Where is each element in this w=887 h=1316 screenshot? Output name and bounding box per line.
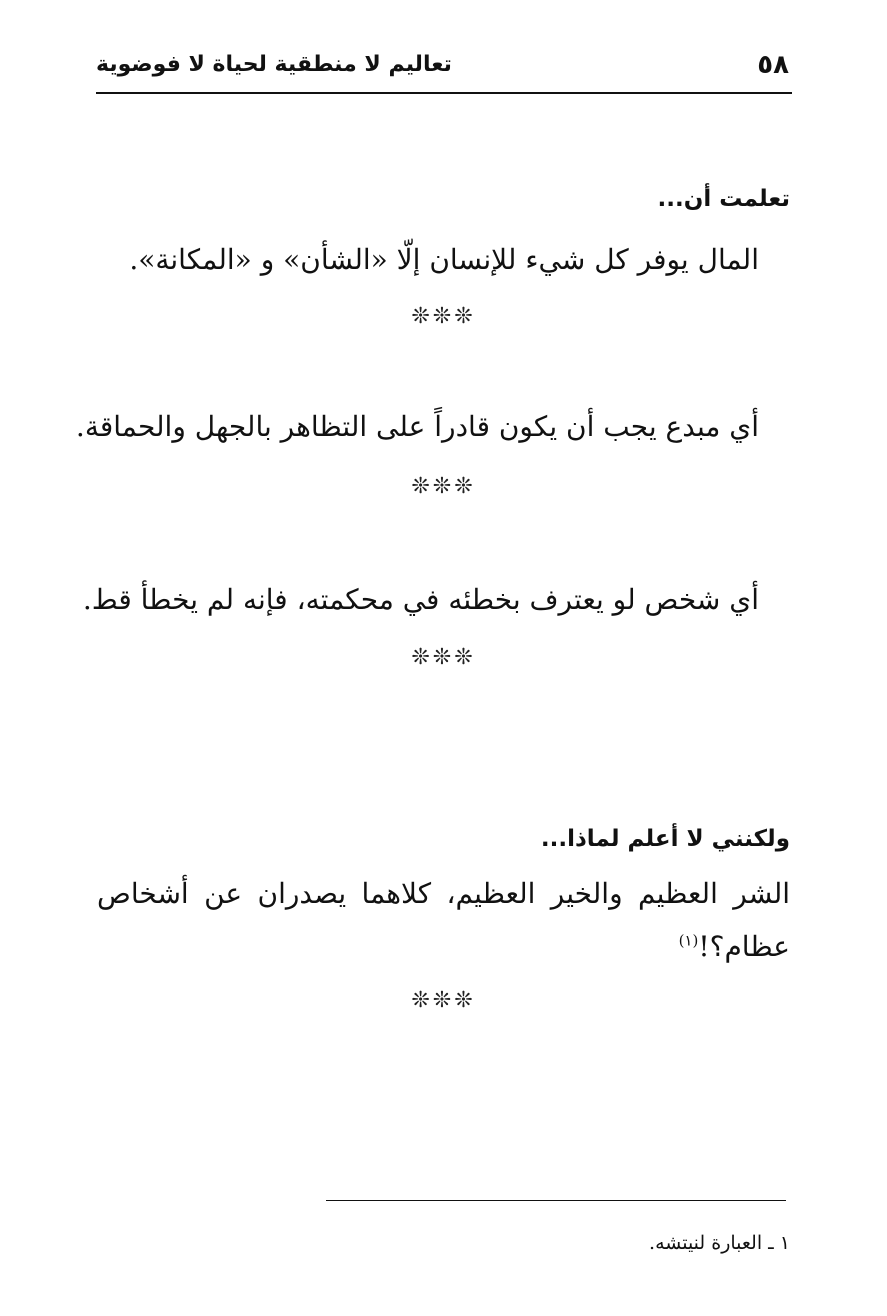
page-number: ٥٨ [757, 50, 789, 80]
quote-good-evil-text: عظام؟! [698, 930, 790, 963]
section-heading-dont-know: ولكنني لا أعلم لماذا... [540, 826, 790, 852]
quote-person: أي شخص لو يعترف بخطئه في محكمته، فإنه لم يخطأ قط. [82, 583, 759, 616]
separator-stars: ❊❊❊ [411, 304, 476, 329]
footnote-divider [326, 1200, 786, 1201]
footnote-reference[interactable]: (١) [678, 931, 699, 950]
quote-creator: أي مبدع يجب أن يكون قادراً على التظاهر بالجهل والحماقة. [75, 410, 759, 443]
separator-stars: ❊❊❊ [411, 645, 476, 670]
section-heading-learned: تعلمت أن... [657, 186, 790, 212]
footnote-text: ١ ـ العبارة لنيتشه. [649, 1232, 790, 1254]
running-header-title: تعاليم لا منطقية لحياة لا فوضوية [96, 52, 452, 77]
quote-good-evil-line2 [679, 930, 790, 963]
separator-stars: ❊❊❊ [411, 988, 476, 1013]
quote-good-evil-line1: الشر العظيم والخير العظيم، كلاهما يصدران عن أشخاص [97, 877, 790, 910]
separator-stars: ❊❊❊ [411, 474, 476, 499]
header-divider [96, 92, 792, 94]
quote-money: المال يوفر كل شيء للإنسان إلّا «الشأن» و «المكانة». [129, 243, 759, 276]
